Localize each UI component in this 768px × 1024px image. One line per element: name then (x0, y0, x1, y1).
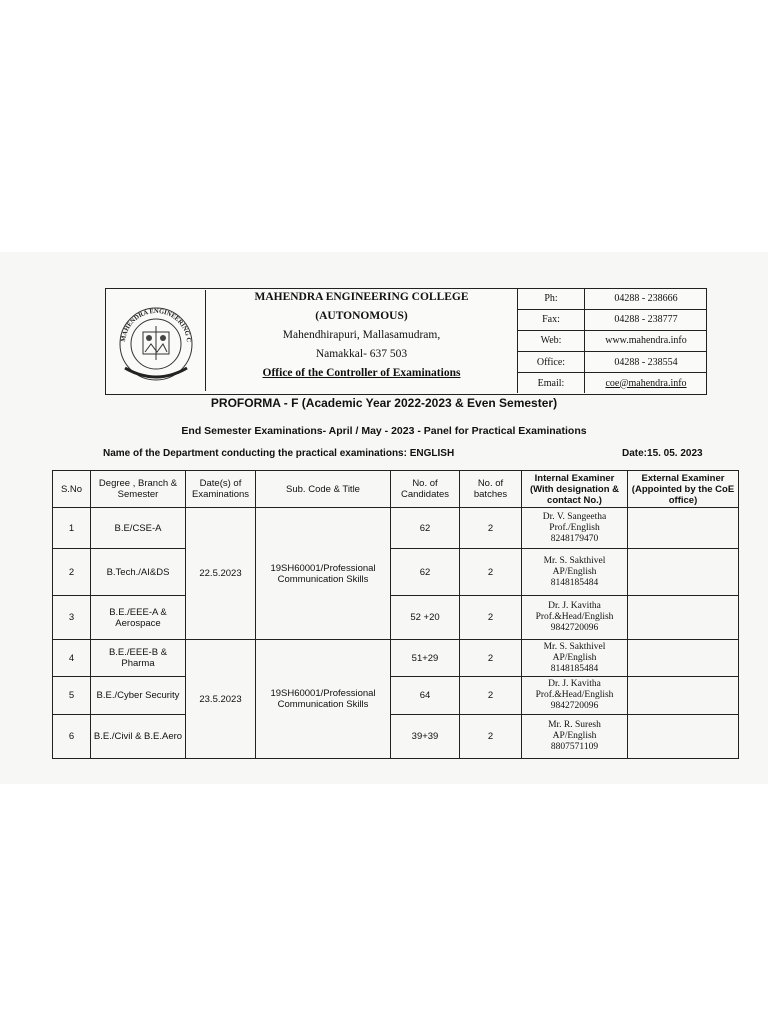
header-subject: Sub. Code & Title (256, 471, 391, 508)
examiner-name: Dr. J. Kavitha (548, 601, 601, 611)
cell-subject: 19SH60001/Professional Communication Skills (256, 640, 391, 759)
cell-candidates: 52 +20 (391, 596, 460, 640)
table-row (53, 549, 739, 596)
header-degree: Degree , Branch & Semester (91, 471, 186, 508)
cell-batches: 2 (460, 677, 522, 715)
cell-subject: 19SH60001/Professional Communication Skills (256, 508, 391, 640)
contact-label: Email: (518, 373, 585, 393)
cell-candidates: 39+39 (391, 715, 460, 759)
header-dates: Date(s) of Examinations (186, 471, 256, 508)
exam-title: End Semester Examinations- April / May - 2023 - Panel for Practical Examinations (181, 425, 587, 437)
cell-sno: 5 (53, 677, 91, 715)
department-line: Name of the Department conducting the practical examinations: ENGLISH (103, 448, 455, 459)
cell-external-examiner (628, 549, 739, 596)
examiner-designation: Prof.&Head/English (535, 690, 614, 700)
practical-exam-panel-table (52, 470, 739, 759)
cell-internal-examiner (522, 677, 628, 715)
examiner-designation: AP/English (552, 731, 597, 741)
cell-batches: 2 (460, 508, 522, 549)
table-header-row (53, 471, 739, 508)
cell-batches: 2 (460, 715, 522, 759)
examiner-designation: AP/English (552, 566, 597, 577)
cell-sno: 1 (53, 508, 91, 549)
cell-sno: 6 (53, 715, 91, 759)
cell-external-examiner (628, 640, 739, 677)
contact-row-email (518, 373, 707, 393)
examiner-name: Mr. R. Suresh (548, 720, 601, 730)
contact-row-fax (518, 309, 707, 330)
header-external-examiner: External Examiner (Appointed by the CoE office) (628, 471, 739, 508)
examiner-name: Mr. S. Sakthivel (543, 641, 606, 652)
examiner-phone: 9842720096 (550, 701, 599, 711)
college-name: MAHENDRA ENGINEERING COLLEGE (254, 291, 469, 303)
contact-label: Web: (518, 330, 585, 351)
examiner-designation: Prof./English (549, 522, 600, 533)
examiner-phone: 9842720096 (550, 623, 599, 633)
contact-row-office (518, 352, 707, 373)
cell-external-examiner (628, 677, 739, 715)
table-row (53, 508, 739, 549)
cell-internal-examiner (522, 508, 628, 549)
contact-value: 04288 - 238777 (585, 309, 708, 330)
cell-internal-examiner (522, 596, 628, 640)
contact-value: 04288 - 238554 (585, 352, 708, 373)
contact-row-web (518, 330, 707, 351)
cell-batches: 2 (460, 596, 522, 640)
table-row (53, 715, 739, 759)
cell-degree: B.E./EEE-A & Aerospace (91, 596, 186, 640)
header-sno: S.No (53, 471, 91, 508)
cell-candidates: 51+29 (391, 640, 460, 677)
contact-label: Fax: (518, 309, 585, 330)
cell-degree: B.E./Civil & B.E.Aero (91, 715, 186, 759)
cell-candidates: 62 (391, 508, 460, 549)
examiner-designation: Prof.&Head/English (535, 612, 614, 622)
cell-candidates: 64 (391, 677, 460, 715)
examiner-name: Dr. V. Sangeetha (542, 511, 607, 522)
cell-external-examiner (628, 715, 739, 759)
cell-exam-date: 23.5.2023 (186, 640, 256, 759)
header-internal-examiner: Internal Examiner (With designation & contact No.) (522, 471, 628, 508)
cell-degree: B.E./EEE-B & Pharma (91, 640, 186, 677)
cell-degree: B.E/CSE-A (91, 508, 186, 549)
cell-batches: 2 (460, 640, 522, 677)
examiner-designation: AP/English (552, 652, 597, 663)
contact-row-phone (518, 289, 707, 309)
cell-degree: B.Tech./AI&DS (91, 549, 186, 596)
contact-label: Office: (518, 352, 585, 373)
contact-label: Ph: (518, 289, 585, 309)
cell-external-examiner (628, 596, 739, 640)
college-status: (AUTONOMOUS) (315, 310, 408, 322)
header-batches: No. of batches (460, 471, 522, 508)
cell-sno: 3 (53, 596, 91, 640)
contact-value: 04288 - 238666 (585, 289, 708, 309)
college-address-line-1: Mahendhirapuri, Mallasamudram, (282, 329, 441, 341)
examiner-phone: 8248179470 (550, 533, 599, 544)
proforma-title: PROFORMA - F (Academic Year 2022-2023 & Even Semester) (210, 396, 558, 410)
college-address-line-2: Namakkal- 637 503 (315, 348, 408, 360)
cell-internal-examiner (522, 640, 628, 677)
examiner-name: Mr. S. Sakthivel (543, 555, 606, 566)
examiner-name: Dr. J. Kavitha (548, 679, 601, 689)
document-date: Date:15. 05. 2023 (622, 448, 703, 459)
cell-degree: B.E./Cyber Security (91, 677, 186, 715)
cell-external-examiner (628, 508, 739, 549)
cell-sno: 4 (53, 640, 91, 677)
examiner-phone: 8148185484 (550, 663, 599, 674)
header-candidates: No. of Candidates (391, 471, 460, 508)
examiner-phone: 8148185484 (550, 577, 599, 588)
contact-value: www.mahendra.info (585, 330, 708, 351)
college-header (206, 290, 517, 391)
cell-candidates: 62 (391, 549, 460, 596)
cell-internal-examiner (522, 715, 628, 759)
table-row (53, 640, 739, 677)
table-row (53, 596, 739, 640)
contact-box (517, 289, 707, 393)
examiner-phone: 8807571109 (550, 742, 599, 752)
college-logo (107, 290, 206, 391)
cell-exam-date: 22.5.2023 (186, 508, 256, 640)
cell-sno: 2 (53, 549, 91, 596)
contact-value: coe@mahendra.info (605, 377, 687, 389)
office-title: Office of the Controller of Examinations (262, 367, 461, 379)
table-row (53, 677, 739, 715)
cell-batches: 2 (460, 549, 522, 596)
logo-arc-text: MAHENDRA ENGINEERING C (119, 307, 193, 343)
cell-internal-examiner (522, 549, 628, 596)
